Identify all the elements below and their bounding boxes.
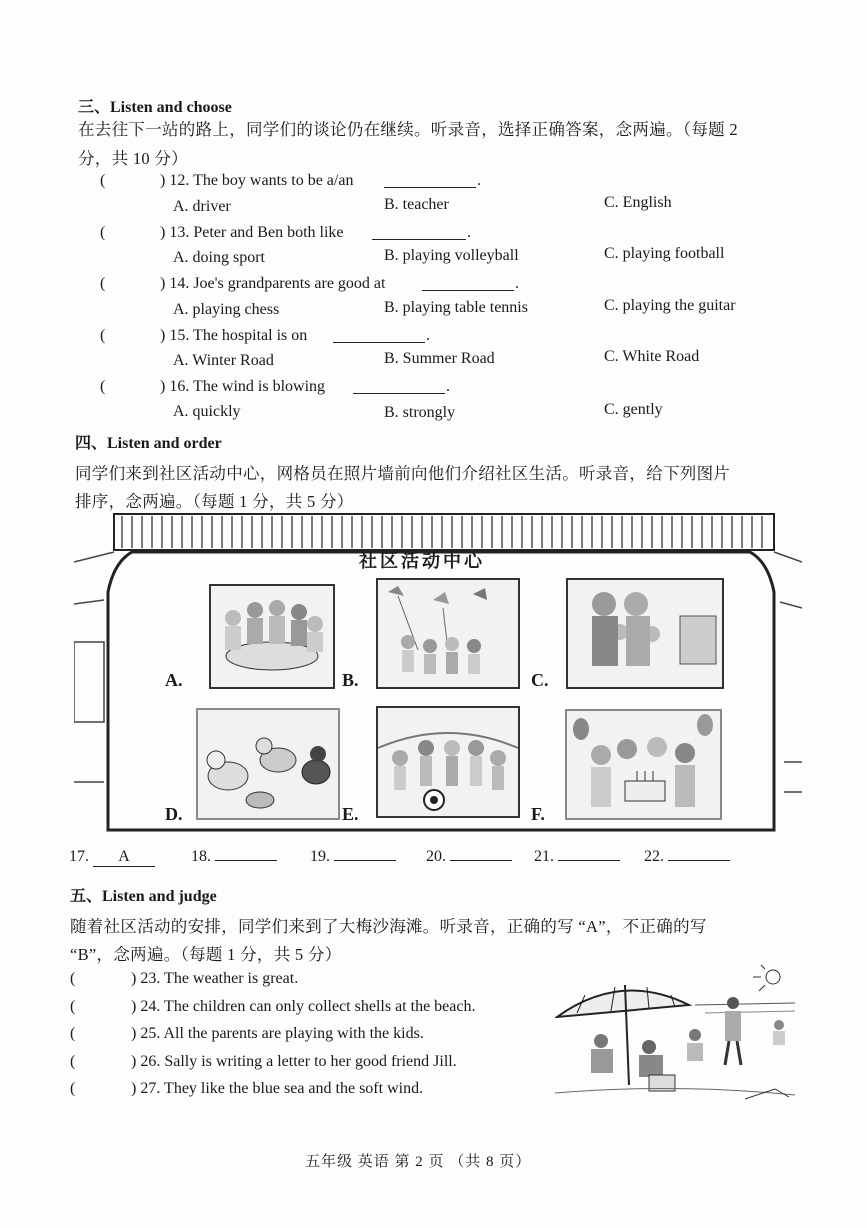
statement-25: ) 25. All the parents are playing with the kids. xyxy=(131,1025,424,1042)
answer-paren[interactable]: ( xyxy=(100,172,106,189)
picture-label-d: D. xyxy=(165,804,183,824)
question-stem: ) 13. Peter and Ben both like xyxy=(160,224,344,241)
option-c: C. White Road xyxy=(604,348,700,365)
answer-blank[interactable] xyxy=(384,173,476,188)
picture-e-playing-football xyxy=(376,706,520,818)
question-stem: ) 16. The wind is blowing xyxy=(160,378,326,395)
answer-paren-27[interactable]: ( xyxy=(70,1080,76,1097)
option-b: B. playing volleyball xyxy=(384,247,519,264)
answer-22-value[interactable] xyxy=(668,860,730,861)
beach-illustration xyxy=(555,965,795,1110)
section3-instruction-2: 分，共 10 分） xyxy=(78,149,188,168)
option-c: C. gently xyxy=(604,401,663,418)
answer-21[interactable]: 21. xyxy=(534,848,620,866)
picture-d-pets xyxy=(196,708,340,820)
section4-title: 四、Listen and order xyxy=(75,435,222,452)
answer-paren-24[interactable]: ( xyxy=(70,998,76,1015)
answer-20[interactable]: 20. xyxy=(426,848,512,866)
answer-paren[interactable]: ( xyxy=(100,378,106,395)
question-stem: ) 15. The hospital is on xyxy=(160,327,308,344)
answer-paren[interactable]: ( xyxy=(100,224,106,241)
option-c: C. playing football xyxy=(604,245,725,262)
picture-label-e: E. xyxy=(342,804,359,824)
statement-26: ) 26. Sally is writing a letter to her good friend Jill. xyxy=(131,1053,457,1070)
option-a: A. Winter Road xyxy=(173,352,274,369)
section3-title: 三、Listen and choose xyxy=(78,99,232,116)
answer-paren-26[interactable]: ( xyxy=(70,1053,76,1070)
statement-27: ) 27. They like the blue sea and the soft wind. xyxy=(131,1080,424,1097)
question-stem: ) 14. Joe's grandparents are good at xyxy=(160,275,386,292)
answer-22[interactable]: 22. xyxy=(644,848,730,866)
option-c: C. playing the guitar xyxy=(604,297,736,314)
answer-21-value[interactable] xyxy=(558,860,620,861)
section3-instruction-1: 在去往下一站的路上，同学们的谈论仍在继续。听录音，选择正确答案，念两遍。（每题 2 xyxy=(78,120,738,139)
answer-17[interactable]: 17. A xyxy=(69,848,155,867)
option-b: B. playing table tennis xyxy=(384,299,528,316)
answer-blank[interactable] xyxy=(422,276,514,291)
picture-a-family-dinner xyxy=(209,584,335,689)
answer-19-value[interactable] xyxy=(334,860,396,861)
picture-label-a: A. xyxy=(165,670,183,690)
answer-19[interactable]: 19. xyxy=(310,848,396,866)
answer-paren-25[interactable]: ( xyxy=(70,1025,76,1042)
option-b: B. teacher xyxy=(384,196,449,213)
picture-label-f: F. xyxy=(531,804,545,824)
option-a: A. driver xyxy=(173,198,231,215)
picture-f-birthday-party xyxy=(565,709,722,820)
picture-c-family-tv xyxy=(566,578,724,689)
option-c: C. English xyxy=(604,194,672,211)
board-title: 社区活动中心 xyxy=(359,551,485,572)
statement-23: ) 23. The weather is great. xyxy=(131,970,299,987)
picture-label-c: C. xyxy=(531,670,549,690)
answer-20-value[interactable] xyxy=(450,860,512,861)
section5-instruction-2: “B”，念两遍。（每题 1 分，共 5 分） xyxy=(70,945,342,964)
option-a: A. playing chess xyxy=(173,301,280,318)
section5-title: 五、Listen and judge xyxy=(70,888,217,905)
answer-17-value[interactable]: A xyxy=(93,848,155,867)
option-b: B. Summer Road xyxy=(384,350,495,367)
answer-paren[interactable]: ( xyxy=(100,327,106,344)
section5-instruction-1: 随着社区活动的安排，同学们来到了大梅沙海滩。听录音，正确的写 “A”，不正确的写 xyxy=(70,917,707,936)
answer-18[interactable]: 18. xyxy=(191,848,277,866)
option-a: A. doing sport xyxy=(173,249,265,266)
statement-24: ) 24. The children can only collect shells at the beach. xyxy=(131,998,476,1015)
answer-18-value[interactable] xyxy=(215,860,277,861)
option-a: A. quickly xyxy=(173,403,241,420)
answer-blank[interactable] xyxy=(333,328,425,343)
section4-instruction-1: 同学们来到社区活动中心，网格员在照片墙前向他们介绍社区生活。听录音，给下列图片 xyxy=(75,464,731,483)
answer-paren[interactable]: ( xyxy=(100,275,106,292)
picture-b-flying-kites xyxy=(376,578,520,689)
option-b: B. strongly xyxy=(384,404,456,421)
picture-label-b: B. xyxy=(342,670,359,690)
answer-paren-23[interactable]: ( xyxy=(70,970,76,987)
answer-blank[interactable] xyxy=(372,225,466,240)
section4-instruction-2: 排序，念两遍。（每题 1 分，共 5 分） xyxy=(75,492,354,511)
answer-blank[interactable] xyxy=(353,379,445,394)
question-stem: ) 12. The boy wants to be a/an xyxy=(160,172,354,189)
page-footer: 五年级 英语 第 2 页 （共 8 页） xyxy=(305,1154,532,1170)
